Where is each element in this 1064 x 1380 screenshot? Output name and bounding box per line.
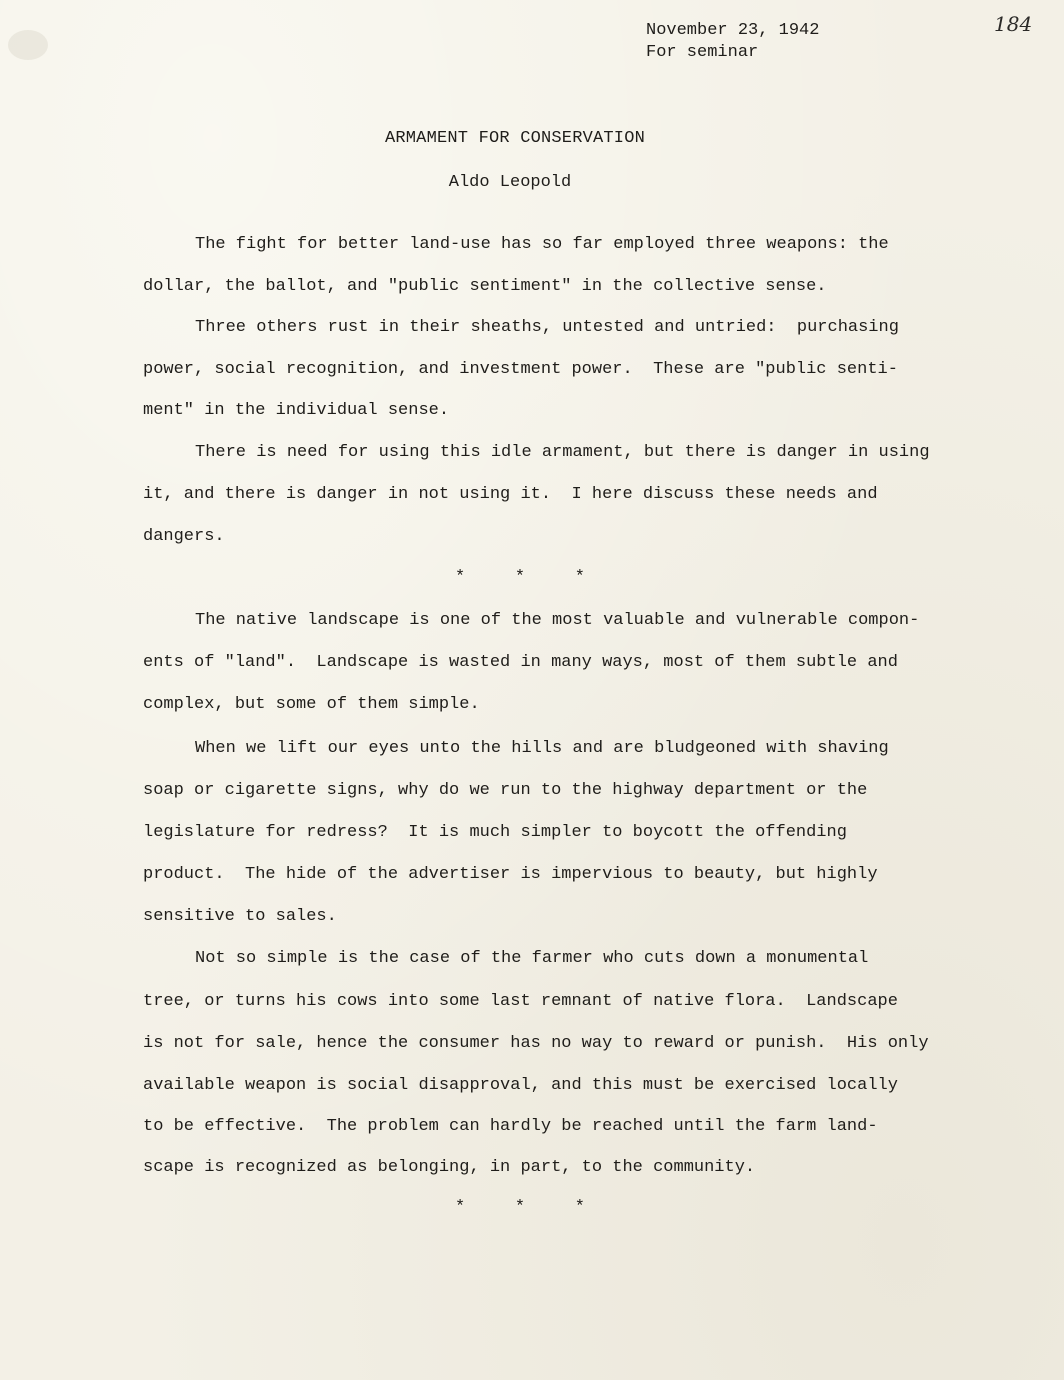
text-line: dangers. bbox=[143, 527, 225, 546]
text-line: Not so simple is the case of the farmer who cuts down a monumental bbox=[195, 949, 869, 968]
text-line: When we lift our eyes unto the hills and are bludgeoned with shaving bbox=[195, 739, 889, 758]
separator-star: * bbox=[455, 1198, 466, 1217]
text-line: is not for sale, hence the consumer has no way to reward or punish. His only bbox=[143, 1034, 929, 1053]
document-author: Aldo Leopold bbox=[448, 173, 572, 192]
text-line: complex, but some of them simple. bbox=[143, 695, 480, 714]
section-separator bbox=[455, 567, 585, 589]
separator-star: * bbox=[455, 568, 466, 587]
handwritten-page-number: 184 bbox=[994, 12, 1033, 36]
document-note: For seminar bbox=[646, 43, 759, 62]
separator-star: * bbox=[514, 1198, 526, 1217]
separator-star: * bbox=[514, 568, 526, 587]
text-line: it, and there is danger in not using it. I here discuss these needs and bbox=[143, 485, 878, 504]
separator-star: * bbox=[574, 568, 585, 587]
text-line: There is need for using this idle armament, but there is danger in using bbox=[195, 443, 930, 462]
text-line: The native landscape is one of the most valuable and vulnerable compon- bbox=[195, 611, 920, 630]
text-line: to be effective. The problem can hardly be reached until the farm land- bbox=[143, 1117, 878, 1136]
text-line: ment" in the individual sense. bbox=[143, 401, 450, 420]
text-line: scape is recognized as belonging, in part, to the community. bbox=[143, 1158, 756, 1177]
paper-stain bbox=[8, 30, 48, 60]
text-line: dollar, the ballot, and "public sentiment" in the collective sense. bbox=[143, 277, 827, 296]
text-line: ents of "land". Landscape is wasted in many ways, most of them subtle and bbox=[143, 653, 898, 672]
text-line: The fight for better land-use has so far employed three weapons: the bbox=[195, 235, 889, 254]
text-line: soap or cigarette signs, why do we run to the highway department or the bbox=[143, 781, 868, 800]
text-line: tree, or turns his cows into some last remnant of native flora. Landscape bbox=[143, 992, 898, 1011]
text-line: available weapon is social disapproval, and this must be exercised locally bbox=[143, 1076, 898, 1095]
separator-star: * bbox=[574, 1198, 585, 1217]
text-line: power, social recognition, and investment power. These are "public senti- bbox=[143, 360, 898, 379]
text-line: product. The hide of the advertiser is impervious to beauty, but highly bbox=[143, 865, 878, 884]
section-separator bbox=[455, 1197, 585, 1219]
text-line: Three others rust in their sheaths, untested and untried: purchasing bbox=[195, 318, 899, 337]
text-line: sensitive to sales. bbox=[143, 907, 337, 926]
document-date: November 23, 1942 bbox=[646, 21, 820, 40]
document-title: ARMAMENT FOR CONSERVATION bbox=[384, 129, 646, 148]
text-line: legislature for redress? It is much simpler to boycott the offending bbox=[143, 823, 847, 842]
